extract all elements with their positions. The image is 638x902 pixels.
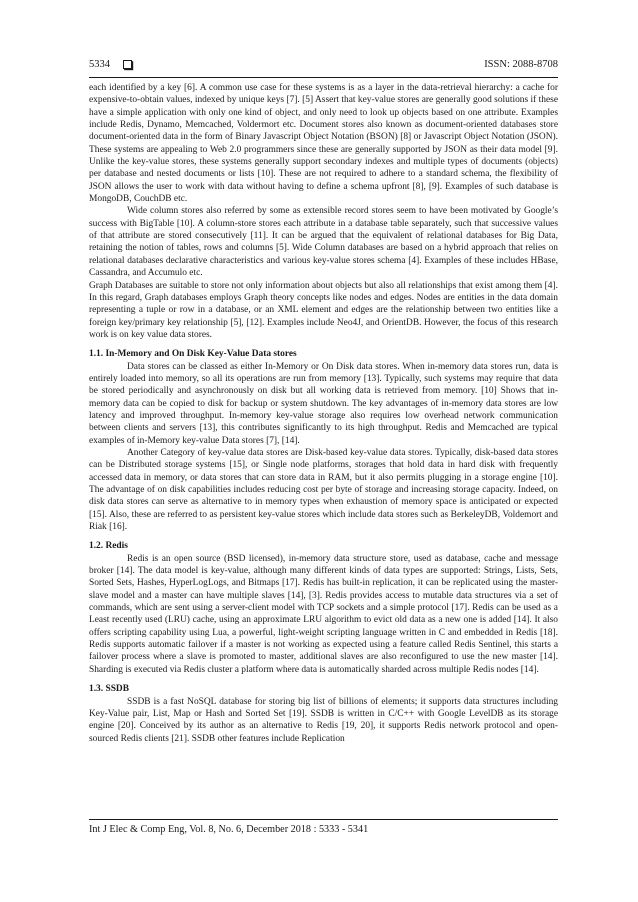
- issn-label: ISSN: 2088-8708: [484, 59, 558, 70]
- section-heading: 1.1. In-Memory and On Disk Key-Value Data stores: [89, 349, 297, 360]
- header-rule: [89, 77, 558, 78]
- section-heading: 1.3. SSDB: [89, 684, 129, 695]
- article-body: [89, 82, 558, 745]
- paragraph: Data stores can be classed as either In-Memory or On Disk data stores. When in-memory data stores run, data is entirely loaded into memory, so all its operations are run from memory [13]. Typically, such systems may require that data be stored periodically and asynchronously on disk but all working data is retrieved from memory. [10] Shows that in-memory data can be copied to disk for backup or system shutdown. The key advantages of in-memory data stores are low latency and improved throughput. In-memory key-value storage also requires low overhead network communication between clients and servers [13], this contributes significantly to its high throughput. Redis and Memcached are typical examples of in-Memory key-value Data stores [7], [14].: [89, 361, 558, 446]
- footer-rule: [89, 819, 558, 820]
- page-number: 5334: [89, 59, 110, 70]
- paragraph: Wide column stores also referred by some as extensible record stores seem to have been motivated by Google’s success with BigTable [10]. A column-store stores each attribute in a database table separately, such that successive values of that attribute are stored consecutively [11]. It can be argued that the equivalent of relational databases for Big Data, retaining the notion of tables, rows and columns [5]. Wide Column databases are based on a hybrid approach that relies on relational databases declarative characteristics and various key-value stores schema [4]. Examples of these includes HBase, Cassandra, and Accumulo etc.: [89, 206, 558, 279]
- paragraph: SSDB is a fast NoSQL database for storing big list of billions of elements; it supports data structures including Key-Value pair, List, Map or Hash and Sorted Set [19]. SSDB is written in C/C++ with Google LevelDB as its storage engine [20]. Conceived by its author as an alternative to Redis [19, 20], it supports Redis network protocol and open-sourced Redis clients [21]. SSDB other features include Replication: [89, 696, 558, 744]
- checkbox-square-icon: [123, 60, 132, 69]
- journal-citation: Int J Elec & Comp Eng, Vol. 8, No. 6, December 2018 : 5333 - 5341: [89, 824, 369, 835]
- paragraph: Redis is an open source (BSD licensed), in-memory data structure store, used as database, cache and message broker [14]. The data model is key-value, although many different kinds of data types are supported: Strings, Lists, Sets, Sorted Sets, Hashes, HyperLogLogs, and Bitmaps [17]. Redis has built-in replication, it can be replicated using the master-slave model and a master can have multiple slaves [14], [3]. Redis provides access to mutable data structures via a set of commands, which are sent using a server-client model with TCP sockets and a simple protocol [17]. Redis can be used as a Least recently used (LRU) cache, using an approximate LRU algorithm to evict old data as a new one is added [14]. It also offers scripting capability using Lua, a powerful, light-weight scripting language written in C and embedded in Redis [18]. Redis supports automatic failover if a master is not working as expected using a feature called Redis Sentinel, this starts a failover process where a slave is promoted to master, additional slaves are also reconfigured to use the new master [14]. Sharding is executed via Redis cluster a platform where data is automatically sharded across multiple Redis nodes [14].: [89, 553, 558, 675]
- paragraph: Another Category of key-value data stores are Disk-based key-value data stores. Typically, disk-based data stores can be Distributed storage systems [15], or Single node platforms, storages that hold data in hard disk with frequently accessed data in memory, or data stores that can store data in RAM, but it also permits plugging in a storage engine [10]. The advantage of on disk capabilities includes reducing cost per byte of storage and increasing storage capacity. Indeed, on disk data stores can serve as alternative to in memory types when exhaustion of memory space is anticipated or expected [15]. Also, these are referred to as persistent key-value stores which include data stores such as BerkeleyDB, Voldemort and Riak [16].: [89, 447, 558, 533]
- page-header: [89, 58, 558, 78]
- paragraph: each identified by a key [6]. A common use case for these systems is as a layer in the data-retrieval hierarchy: a cache for expensive-to-obtain values, indexed by unique keys [7]. [5] Assert that key-value stores are generally good solutions if these have a simple application with only one kind of object, and only need to look up objects based on one attribute. Examples include Redis, Dynamo, Memcached, Voldermort etc. Document stores also known as document-oriented databases store document-oriented data in the form of Binary Javascript Object Notation (BSON) [8] or Javascript Object Notation (JSON). These systems are appealing to Web 2.0 programmers since these are generally supported by JSON as their data model [9]. Unlike the key-value stores, these systems generally support secondary indexes and multiple types of documents (objects) per database and nested documents or lists [10]. These are not required to adhere to a standard schema, the flexibility of JSON allows the user to work with data without having to define a schema upfront [8], [9]. Examples of such database is MongoDB, CouchDB etc.: [89, 83, 558, 205]
- paragraph: Graph Databases are suitable to store not only information about objects but also all relationships that exist among them [4]. In this regard, Graph databases employs Graph theory concepts like nodes and edges. Nodes are entities in the data domain representing a tuple or row in a database, or an XML element and edges are the relationship between two entities like a foreign key/primary key relationship [5], [12]. Examples include Neo4J, and OrientDB. However, the focus of this research work is on key value data stores.: [89, 280, 558, 340]
- section-heading: 1.2. Redis: [89, 541, 128, 552]
